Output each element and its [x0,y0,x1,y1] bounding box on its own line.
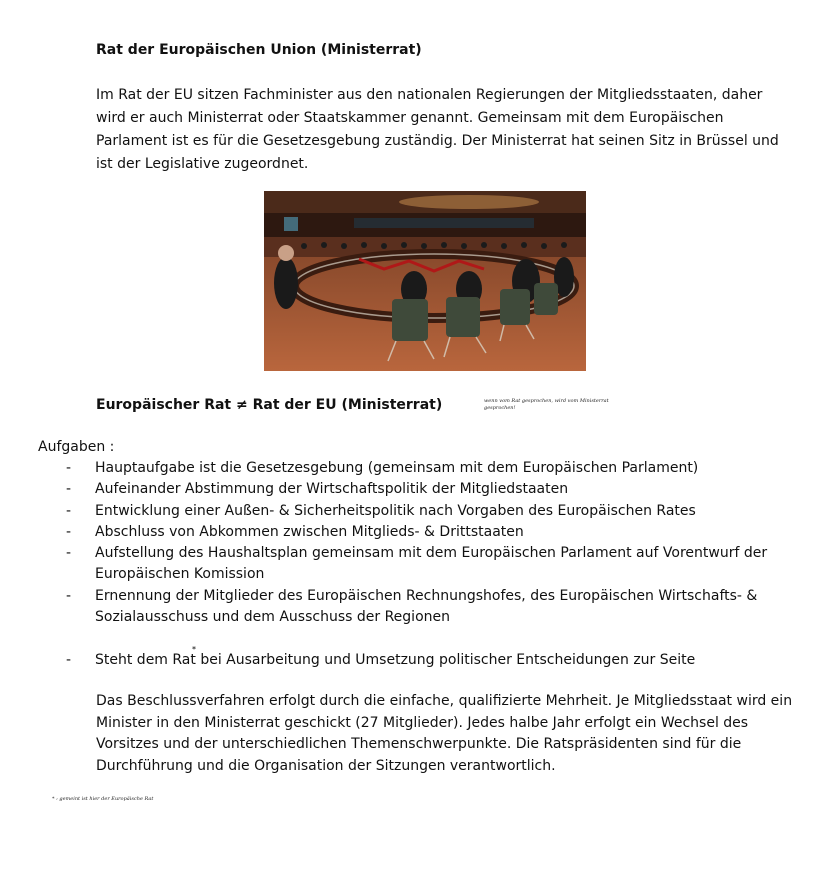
tasks-heading: Aufgaben : [38,439,115,455]
section-subtitle: Europäischer Rat ≠ Rat der EU (Ministerrat) [96,397,443,413]
list-item: - Ernennung der Mitglieder des Europäischen Rechnungshofes, des Europäischen Wirtschafts- & Sozialausschuss und dem Ausschuss der Regionen [60,586,780,629]
handwritten-note-top: wenn vom Rat gesprochen, wird vom Ministerrat gesprochen! [484,398,609,411]
list-item: - Steht dem Rat bei Ausarbeitung und Umsetzung politischer Entscheidungen zur Seite [60,650,780,671]
list-item: - Abschluss von Abkommen zwischen Mitglieds- & Drittstaaten [60,522,780,543]
list-item: - Aufeinander Abstimmung der Wirtschaftspolitik der Mitgliedstaaten [60,479,780,500]
council-meeting-photo [264,191,586,371]
list-item: - Aufstellung des Haushaltsplan gemeinsam mit dem Europäischen Parlament auf Vorentwurf der Europäischen Komission [60,543,780,586]
tasks-list [60,458,780,671]
council-meeting-illustration [264,191,586,371]
page-title: Rat der Europäischen Union (Ministerrat) [96,42,422,58]
handwritten-note-bottom: * : gemeint ist hier der Europäische Rat [52,796,154,802]
list-item: - Hauptaufgabe ist die Gesetzesgebung (gemeinsam mit dem Europäischen Parlament) [60,458,780,479]
asterisk-mark: * [192,645,196,654]
list-item: - Entwicklung einer Außen- & Sicherheitspolitik nach Vorgaben des Europäischen Rates [60,501,780,522]
intro-paragraph: Im Rat der EU sitzen Fachminister aus den nationalen Regierungen der Mitgliedsstaaten, daher wird er auch Ministerrat oder Staatskammer genannt. Gemeinsam mit dem Europäischen Parlament ist es für die Gesetzesgebung zuständig. Der Ministerrat hat seinen Sitz in Brüssel und ist der Legislative zugeordnet. [96,87,779,172]
closing-paragraph: Das Beschlussverfahren erfolgt durch die einfache, qualifizierte Mehrheit. Je Mitgliedsstaat wird ein Minister in den Ministerrat geschickt (27 Mitglieder). Jedes halbe Jahr erfolgt ein Wechsel des Vorsitzes und der unterschiedlichen Themenschwerpunkte. Die Ratspräsidenten sind für die Durchführung und die Organisation der Sitzungen verantwortlich. [96,693,793,774]
